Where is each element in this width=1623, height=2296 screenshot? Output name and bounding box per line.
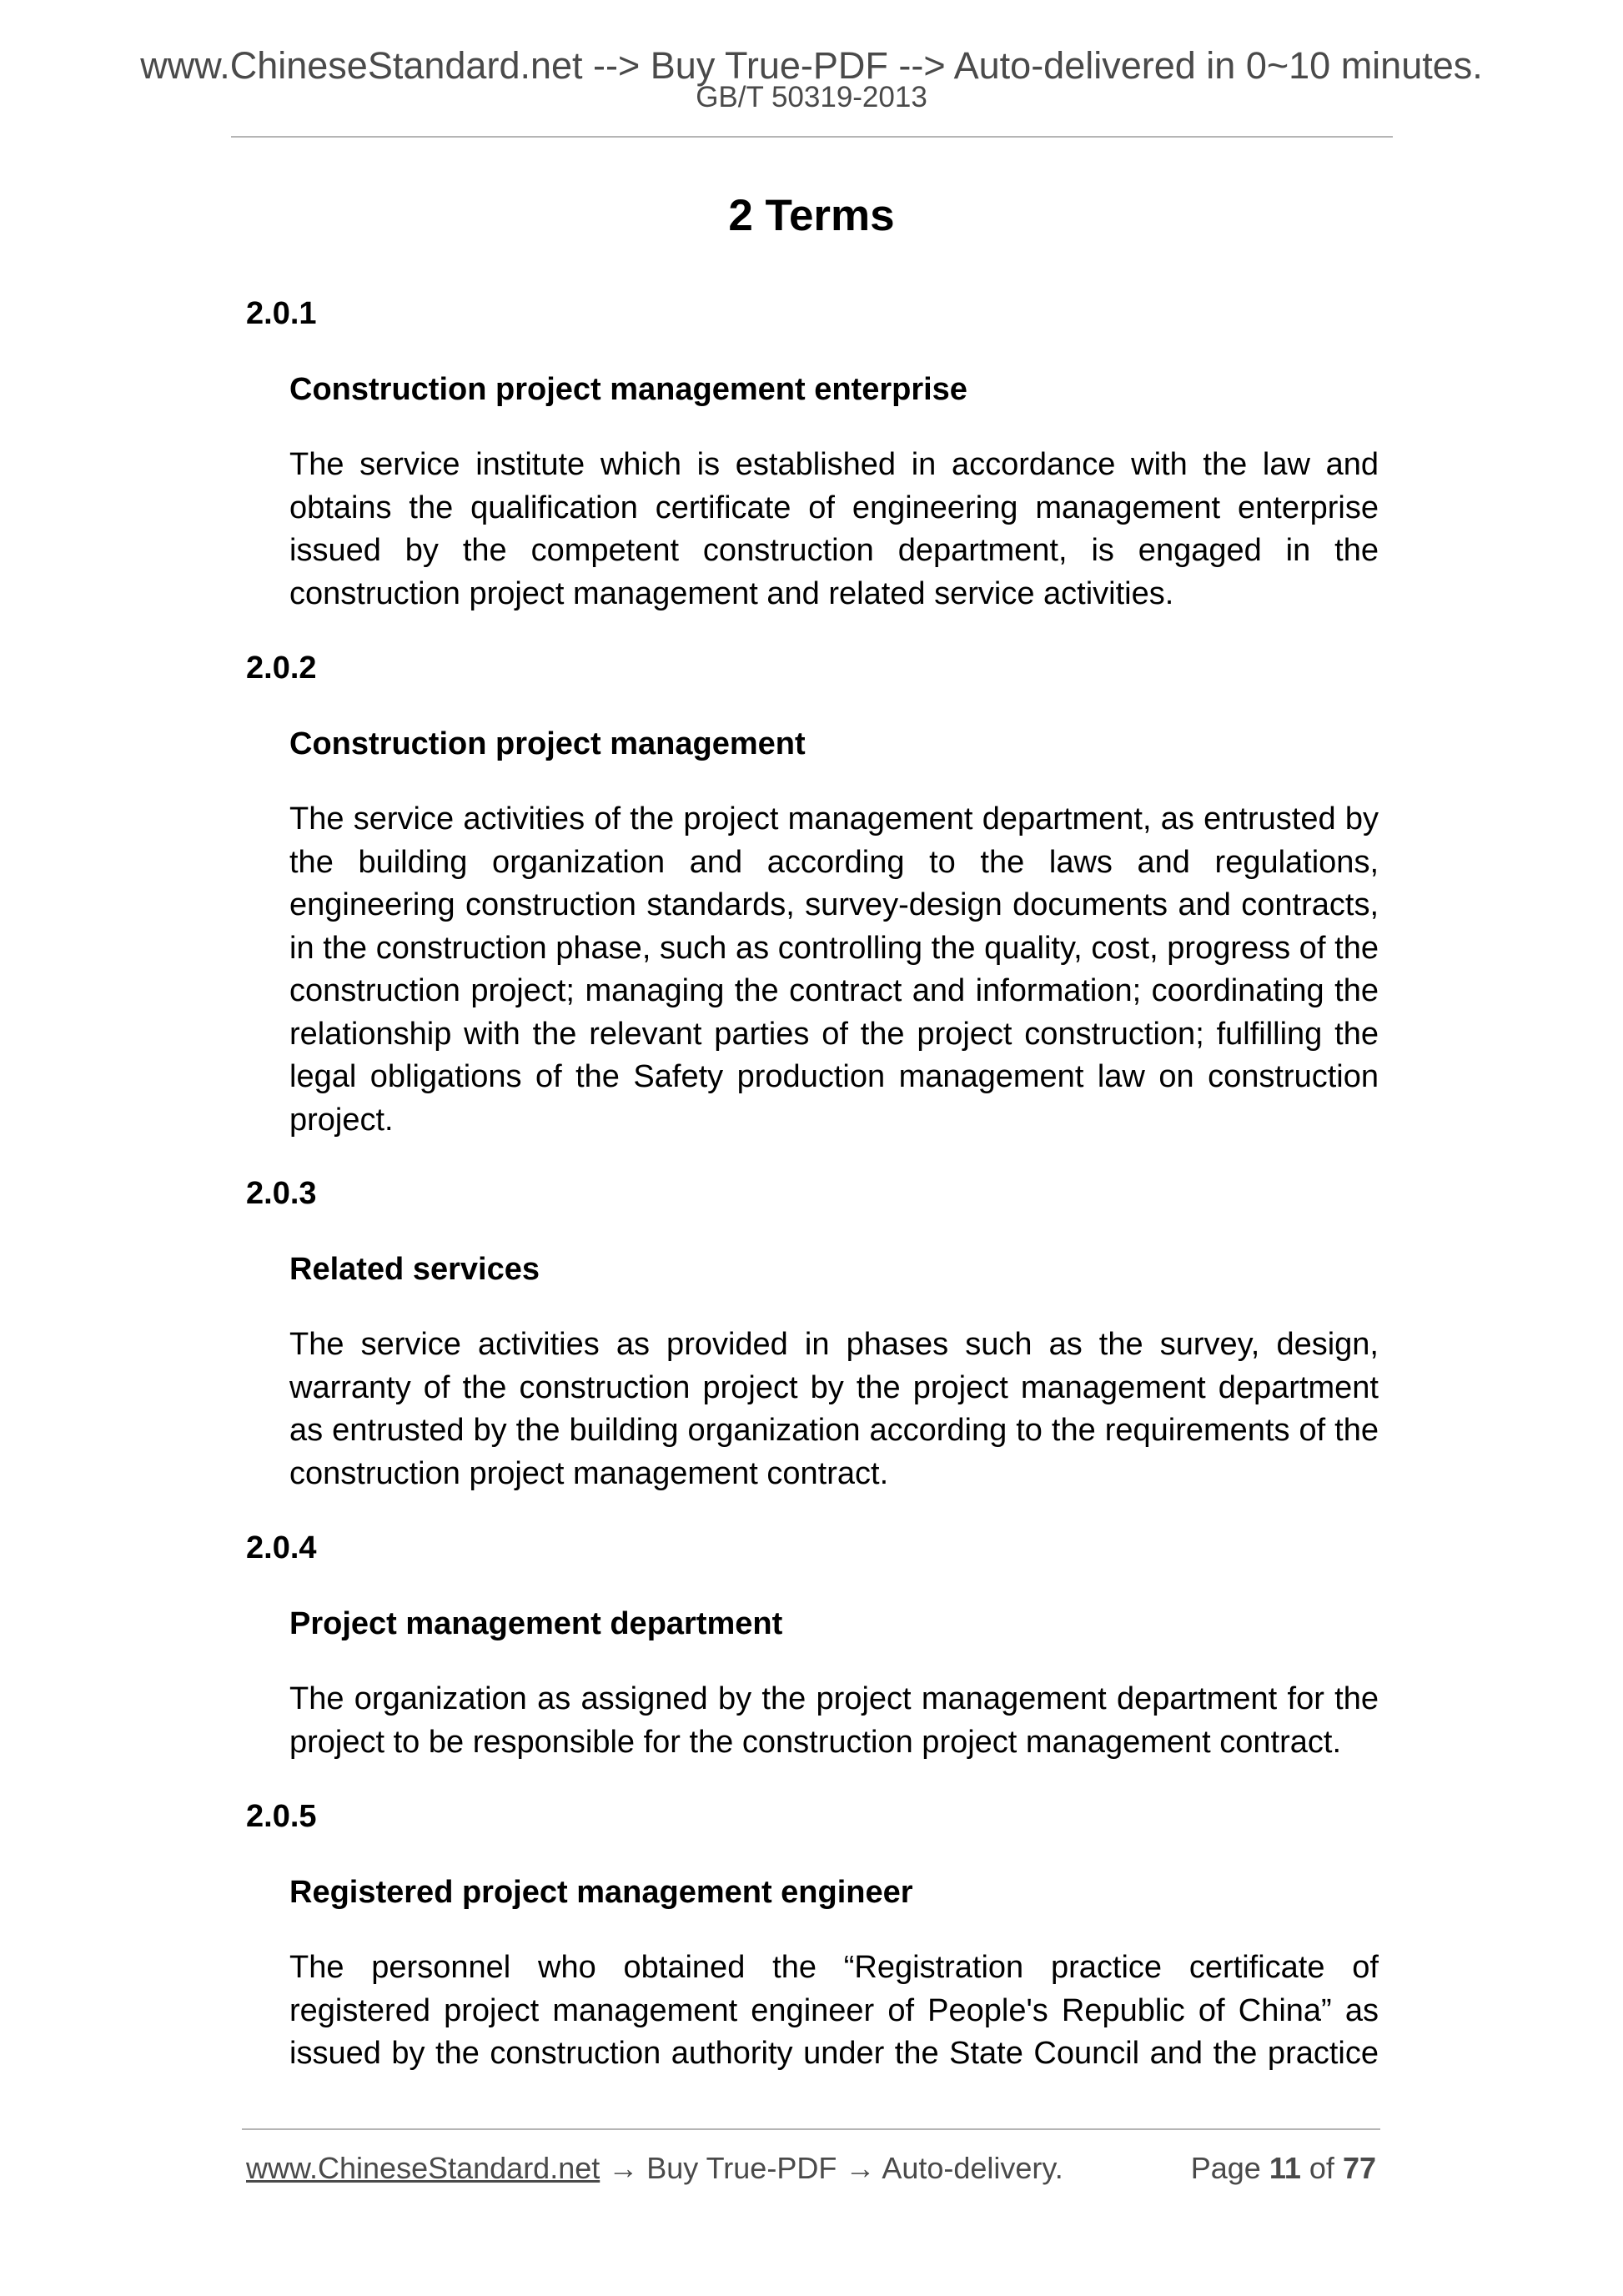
footer-promo <box>246 2148 1063 2188</box>
term-title: Construction project management enterprise <box>289 372 967 407</box>
standard-code: GB/T 50319-2013 <box>696 81 927 113</box>
term-definition: The service activities as provided in phases such as the survey, design, warranty of the construction project by the project management department as entrusted by the building organization according to the requirements of the construction project management contract. <box>289 1327 1379 1491</box>
term-number: 2.0.2 <box>246 651 317 686</box>
header-divider <box>231 136 1393 138</box>
page-total: 77 <box>1342 2151 1376 2185</box>
page-of-label: of <box>1309 2151 1334 2185</box>
page-indicator <box>1191 2148 1376 2188</box>
term-title: Registered project management engineer <box>289 1875 913 1910</box>
term-number: 2.0.1 <box>246 296 317 331</box>
term-definition: The organization as assigned by the project management department for the project to be responsible for the construction project management contract. <box>289 1681 1379 1760</box>
footer-site-link[interactable]: www.ChineseStandard.net <box>246 2151 600 2185</box>
term-definition: The service institute which is established in accordance with the law and obtains the qualification certificate of engineering management enterprise issued by the competent construction department, is engaged in the construction project management and related service activities. <box>289 447 1379 611</box>
term-definition: The service activities of the project management department, as entrusted by the building organization and according to the laws and regulations, engineering construction standards, survey-design documents and contracts, in the construction phase, such as controlling the quality, cost, progress of the construction project; managing the contract and information; coordinating the relationship with the relevant parties of the project construction; fulfilling the legal obligations of the Safety production management law on construction project. <box>289 801 1379 1138</box>
term-number: 2.0.3 <box>246 1176 317 1211</box>
footer-divider <box>242 2128 1380 2130</box>
top-banner: www.ChineseStandard.net --> Buy True-PDF --> Auto-delivered in 0~10 minutes. <box>140 44 1483 87</box>
term-title: Construction project management <box>289 726 806 761</box>
page-footer <box>246 2148 1376 2188</box>
page-current: 11 <box>1269 2151 1301 2185</box>
term-number: 2.0.5 <box>246 1799 317 1834</box>
term-title: Project management department <box>289 1606 783 1641</box>
term-number: 2.0.4 <box>246 1530 317 1565</box>
footer-delivery-text: → Buy True-PDF → Auto-delivery. <box>600 2151 1063 2185</box>
term-title: Related services <box>289 1252 540 1287</box>
chapter-title: 2 Terms <box>728 191 895 240</box>
term-definition: The personnel who obtained the “Registration practice certificate of registered project management engineer of People's Republic of China” as issued by the construction authority under the State Council and the practice <box>289 1950 1379 2071</box>
page-label: Page <box>1190 2151 1261 2185</box>
